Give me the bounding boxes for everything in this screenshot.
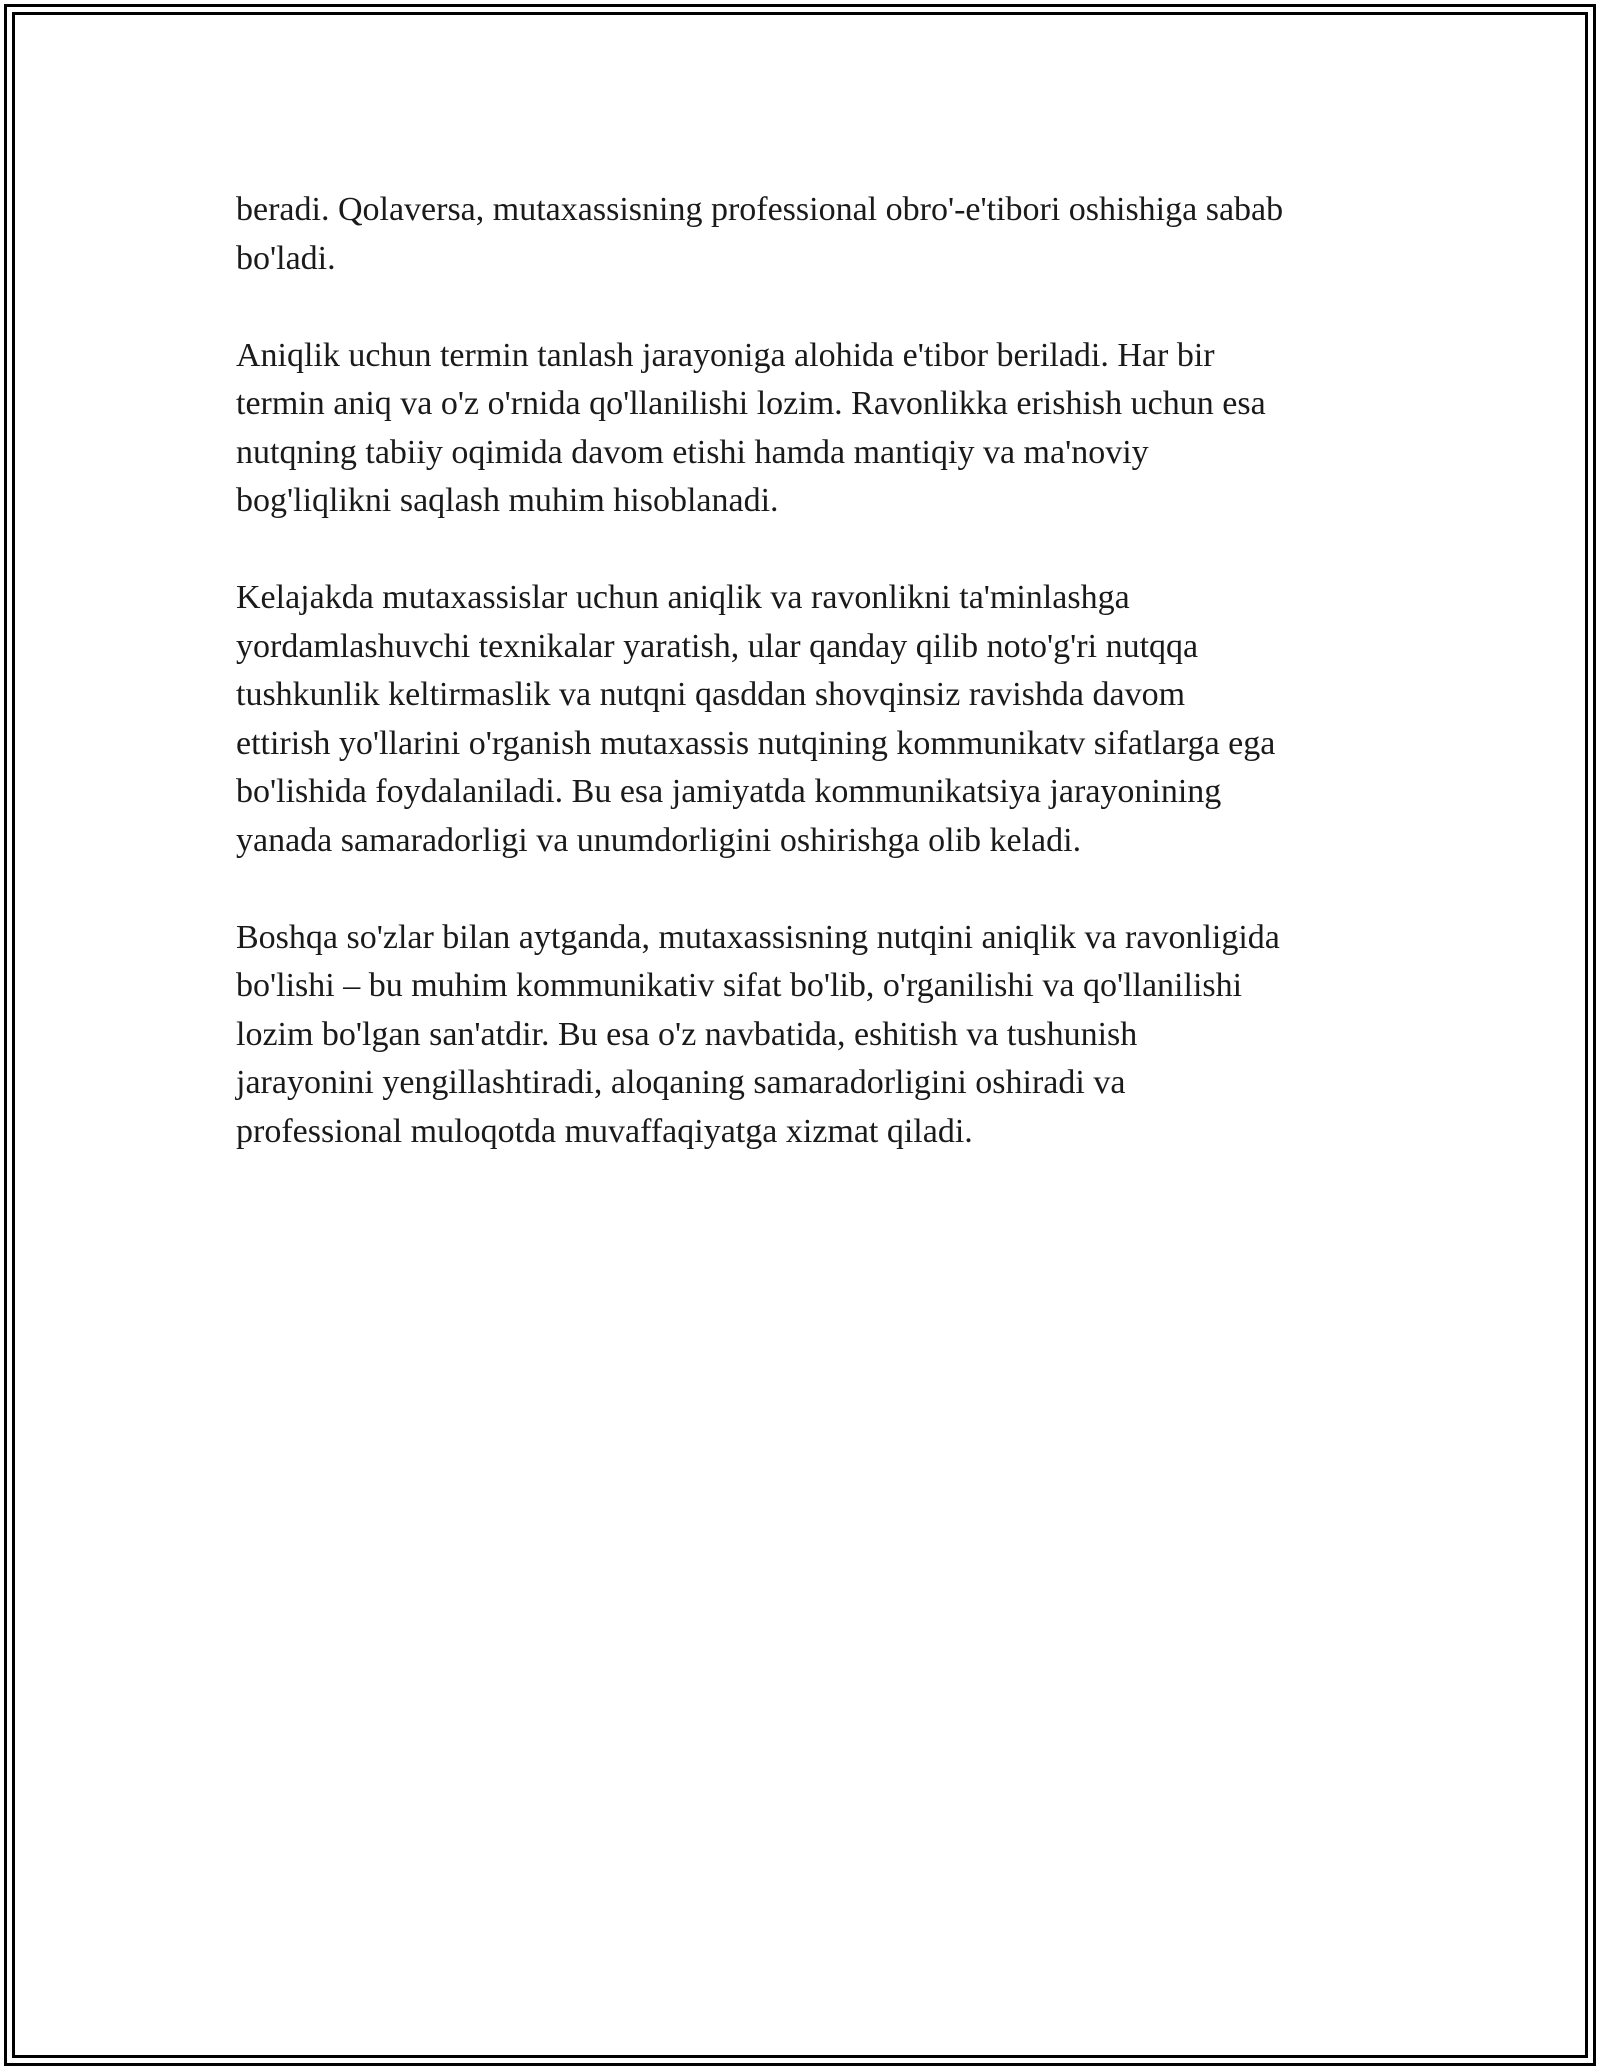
paragraph-4 xyxy=(236,914,1376,1157)
text-line: Boshqa so'zlar bilan aytganda, mutaxassisning nutqini aniqlik va ravonligida xyxy=(236,918,1280,956)
text-line: nutqning tabiiy oqimida davom etishi hamda mantiqiy va ma'noviy xyxy=(236,433,1149,471)
text-line: bo'lishi – bu muhim kommunikativ sifat bo'lib, o'rganilishi va qo'llanilishi xyxy=(236,967,1243,1004)
text-line: termin aniq va o'z o'rnida qo'llanilishi lozim. Ravonlikka erishish uchun esa xyxy=(236,385,1266,422)
document-body xyxy=(236,186,1376,1205)
paragraph-1 xyxy=(236,186,1376,283)
text-line: yanada samaradorligi va unumdorligini oshirishga olib keladi. xyxy=(236,821,1082,859)
text-line: tushkunlik keltirmaslik va nutqni qasddan shovqinsiz ravishda davom xyxy=(236,676,1186,713)
text-line: jarayonini yengillashtiradi, aloqaning samaradorligini oshiradi va xyxy=(236,1064,1126,1101)
text-line: Aniqlik uchun termin tanlash jarayoniga alohida e'tibor beriladi. Har bir xyxy=(236,336,1215,374)
text-line: Kelajakda mutaxassislar uchun aniqlik va ravonlikni ta'minlashga xyxy=(236,579,1130,616)
text-line: bo'lishida foydalaniladi. Bu esa jamiyatda kommunikatsiya jarayonining xyxy=(236,773,1222,810)
text-line: beradi. Qolaversa, mutaxassisning professional obro'-e'tibori oshishiga sabab xyxy=(236,191,1284,228)
text-line: bog'liqlikni saqlash muhim hisoblanadi. xyxy=(236,482,779,519)
paragraph-3 xyxy=(236,574,1376,865)
text-line: yordamlashuvchi texnikalar yaratish, ular qanday qilib noto'g'ri nutqqa xyxy=(236,627,1199,665)
text-line: ettirish yo'llarini o'rganish mutaxassis nutqining kommunikatv sifatlarga ega xyxy=(236,724,1276,762)
text-line: lozim bo'lgan san'atdir. Bu esa o'z navbatida, eshitish va tushunish xyxy=(236,1015,1138,1053)
paragraph-2 xyxy=(236,332,1376,526)
text-line: professional muloqotda muvaffaqiyatga xizmat qiladi. xyxy=(236,1112,973,1150)
text-line: bo'ladi. xyxy=(236,239,336,277)
